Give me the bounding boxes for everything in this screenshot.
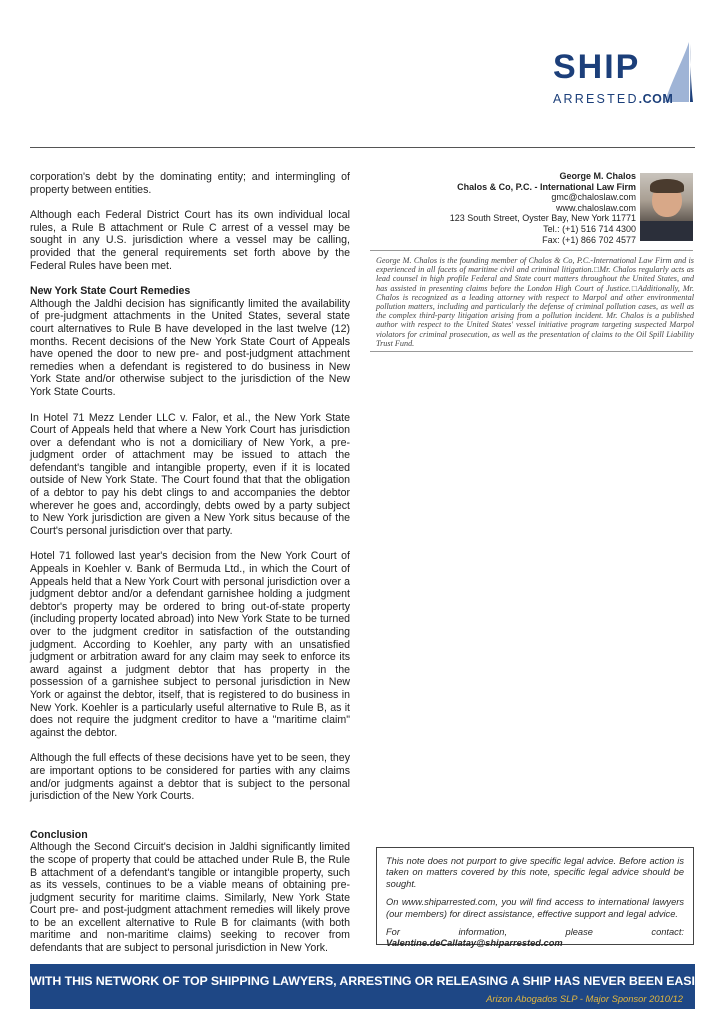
banner-slogan: WITH THIS NETWORK OF TOP SHIPPING LAWYERS, ARRESTING OR RELEASING A SHIP HAS NEVER BEEN EASIER. (30, 974, 716, 988)
logo-sub-word: ARRESTED (553, 92, 639, 106)
author-website-link[interactable]: www.chaloslaw.com (555, 202, 636, 213)
note-contact (386, 927, 684, 950)
note-disclaimer: This note does not purport to give specific legal advice. Before action is taken on matters covered by this note, specific legal advice should be sought. (386, 856, 684, 889)
article-paragraph: Hotel 71 followed last year's decision from the New York Court of Appeals in Koehler v. Bank of Bermuda Ltd., in which the Court of Appeals held that a New York Court with personal jurisdiction over a judgment debtor and/or a defendant garnishee holding a judgment debtor's property may be ordered to bring out-of-state property (including property located abroad) into New York State to be turned over to the judgment creditor in satisfaction of the outstanding judgment. According to Koehler, any party with an unsatisfied judgment or arbitration award for any claim may seek to enforce its award against a judgment debtor that has property in the possession of a garnishee subject to personal jurisdiction in New York or against the debtor, itself, that is registered to do business in New York. Koehler is a particularly useful alternative to Rule B, as it does not require the judgment creditor to have a "maritime claim" against the debtor. (30, 550, 350, 739)
section-heading: Conclusion (30, 828, 88, 841)
note-contact-email-link[interactable]: Valentine.deCallatay@shiparrested.com (386, 938, 563, 949)
bio-divider (370, 351, 693, 352)
article-paragraph: Although each Federal District Court has its own individual local rules, a Rule B attachment or Rule C arrest of a vessel may be sought in any U.S. jurisdiction where a vessel may be calling, provided that the general requirements set forth above by the Federal Rules have been met. (30, 209, 350, 272)
logo-main-text: SHIP (553, 48, 641, 86)
author-contact-card (380, 171, 693, 243)
article-body (30, 171, 350, 968)
section-heading: New York State Court Remedies (30, 285, 191, 298)
header-divider (30, 147, 695, 148)
article-paragraph: In Hotel 71 Mezz Lender LLC v. Falor, et al., the New York State Court of Appeals held that where a New York Court has jurisdiction over a defendant who is not a domiciliary of New York, a pre-judgment order of attachment may be issued to attach the defendant's tangible and intangible property, even if it is located outside of New York State. The Court found that that the obligation of a debtor to pay his debt clings to and accompanies the debtor wherever he goes and, accordingly, debts owed by a party subject to New York jurisdiction are given a New York situs because of the Court's personal jurisdiction over that party. (30, 411, 350, 537)
logo-sub-text (553, 92, 673, 106)
contact-divider (370, 250, 693, 251)
article-paragraph: Although the Second Circuit's decision in Jaldhi significantly limited the scope of property that could be attached under Rule B, the Rule B attachment of a defendant's tangible or intangible property, such as its vessels, continues to be a viable means of obtaining pre-judgment security for maritime claims. Similarly, New York State Court pre- and post-judgment attachment remedies will likely prove to be an excellent alternative to Rule B for claimants (with both maritime and non-maritime claims) seeking to recover from defendants that are subject to personal jurisdiction in New York. (30, 841, 350, 955)
author-photo (640, 173, 693, 241)
author-address: 123 South Street, Oyster Bay, New York 11771 (449, 213, 636, 224)
author-tel: Tel.: (+1) 516 714 4300 (543, 223, 636, 234)
shiparrested-logo (553, 40, 693, 112)
banner-sponsor: Arizon Abogados SLP - Major Sponsor 2010/12 (486, 993, 683, 1004)
author-bio: George M. Chalos is the founding member of Chalos & Co, P.C.-International Law Firm and is experienced in all facets of maritime civil and criminal litigation.□Mr. Chalos regularly acts as lead counsel in high profile Federal and State court matters throughout the United States, and has assisted in presenting claims before the London High Court of Justice.□Additionally, Mr. Chalos is recognized as a leading attorney with respect to Marpol and other environmental pollution matters, including and particularly the defense of criminal pollution cases, as well as the complex third-party litigation arising from a pollution incident. Mr. Chalos is a published author with respect to the United States' vessel initiative program targeting suspected Marpol violators for criminal prosecution, as well as the presentation of claims to the Oil Spill Liability Trust Fund. (376, 256, 694, 348)
article-paragraph: Although the full effects of these decisions have yet to be seen, they are important options to be considered for parties with any claims and/or judgments against a debtor that is subject to the personal jurisdiction of the New York Courts. (30, 752, 350, 803)
note-network-info: On www.shiparrested.com, you will find access to international lawyers (our members) for direct assistance, effective support and legal advice. (386, 897, 684, 919)
footer-banner (30, 964, 716, 1009)
legal-note-box (376, 847, 694, 949)
note-contact-label: For information, please contact: (386, 927, 684, 938)
author-email-link[interactable]: gmc@chaloslaw.com (551, 192, 636, 203)
article-paragraph: corporation's debt by the dominating entity; and intermingling of property between entities. (30, 171, 350, 196)
article-paragraph: Although the Jaldhi decision has significantly limited the availability of pre-judgment attachments in the United States, several state court alternatives to Rule B have developed in the last twelve (12) months. Recent decisions of the New York State Court of Appeals have opened the door to new pre- and post-judgment attachment remedies when a defendant is registered to do business in New York State and/or otherwise subject to the jurisdiction of the New York State Courts. (30, 297, 350, 398)
author-name: George M. Chalos (559, 171, 636, 181)
logo-sub-tld: .COM (638, 92, 674, 106)
author-firm: Chalos & Co, P.C. - International Law Firm (457, 181, 636, 192)
author-fax: Fax: (+1) 866 702 4577 (542, 234, 636, 245)
contact-details (450, 171, 636, 245)
